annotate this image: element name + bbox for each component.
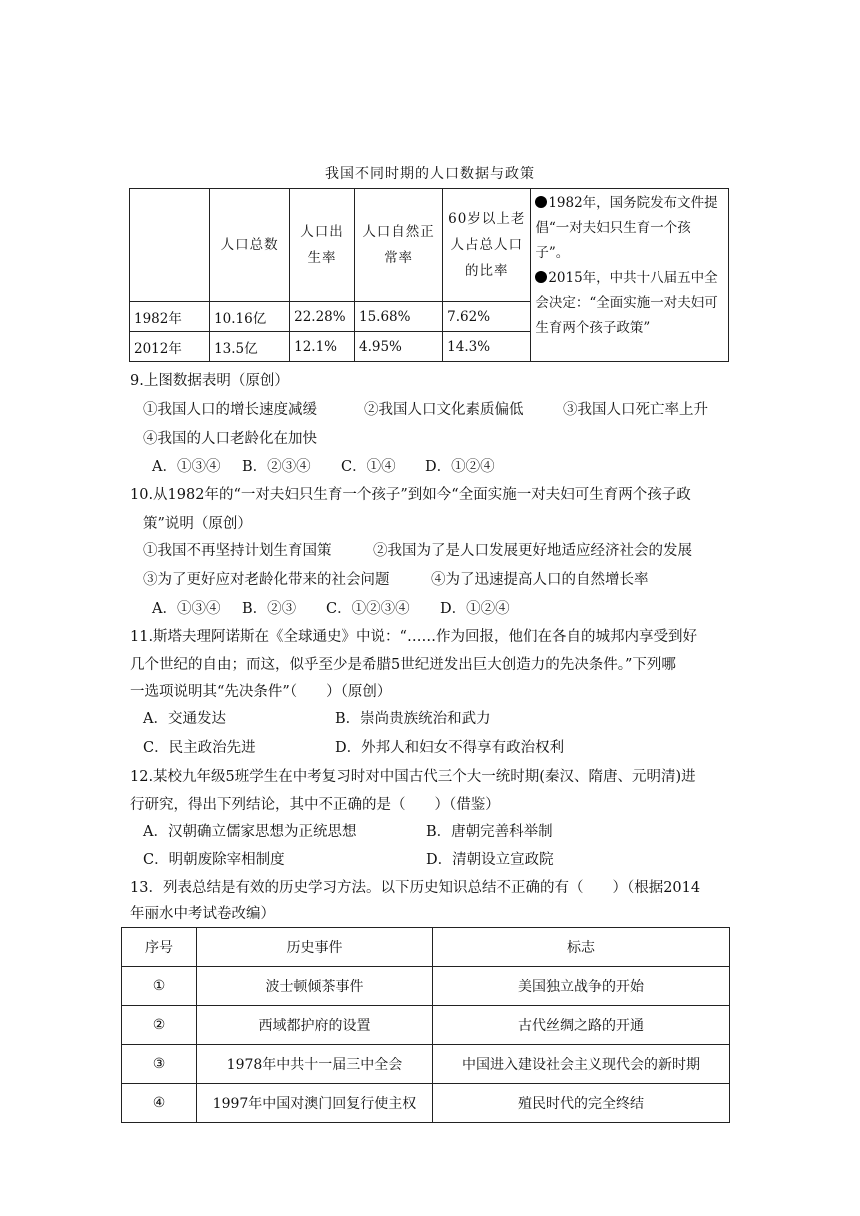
q9-statement-4: ④我国的人口老龄化在加快 [143,431,317,447]
header-cell: 人口出生率 [290,189,355,302]
policy-text: 1982年，国务院发布文件提倡“一对夫妇只生育一个孩子”。 [535,195,718,261]
header-cell: 人口总数 [210,189,290,302]
q10-statement-2: ②我国为了是人口发展更好地适应经济社会的发展 [373,543,692,559]
q10-option-row [143,537,733,566]
table-cell: 1997年中国对澳门回复行使主权 [197,1084,433,1123]
header-cell [130,189,210,302]
bullet-icon [535,196,547,208]
table-cell: ② [122,1006,197,1045]
table-cell: 15.68% [354,302,442,332]
table-cell: 波士顿倾茶事件 [197,967,433,1006]
history-table [121,927,730,1123]
q12-choices-row2 [143,846,733,875]
q9-choice-d[interactable]: D．①②④ [425,459,495,475]
table-cell: ③ [122,1045,197,1084]
question-11-stem-line3: 一选项说明其“先决条件”（ ）（原创） [130,684,392,700]
table-row [122,1045,730,1084]
table-cell: 13.5亿 [210,332,290,362]
header-cell: 标志 [433,928,730,967]
q12-choice-c[interactable]: C．明朝废除宰相制度 [143,852,285,868]
table-cell: 殖民时代的完全终结 [433,1084,730,1123]
question-13-stem-line1: 13．列表总结是有效的历史学习方法。以下历史知识总结不正确的有（ ）（根据2014 [130,880,701,896]
q11-choice-d[interactable]: D．外邦人和妇女不得享有政治权利 [335,740,565,756]
bullet-icon [535,271,547,283]
q10-choice-c[interactable]: C．①②③④ [326,601,410,617]
q9-statement-1: ①我国人口的增长速度减缓 [143,402,317,418]
q9-choices [152,453,552,482]
table-cell: 22.28% [290,302,355,332]
q10-choice-b[interactable]: B．②③ [242,601,297,617]
table-cell: 12.1% [290,332,355,362]
header-cell: 序号 [122,928,197,967]
table-cell: 10.16亿 [210,302,290,332]
q11-choice-b[interactable]: B．崇尚贵族统治和武力 [335,711,491,727]
question-13-stem-line2: 年丽水中考试卷改编） [130,906,275,922]
q9-option-row [143,396,733,425]
q11-choices-row2 [143,734,733,763]
header-cell: 历史事件 [197,928,433,967]
question-12-stem-line2: 行研究，得出下列结论，其中不正确的是（ ）（借鉴） [130,797,500,813]
q10-choices [152,595,552,624]
table-cell: 中国进入建设社会主义现代会的新时期 [433,1045,730,1084]
table-cell: 1982年 [130,302,210,332]
q12-choice-b[interactable]: B．唐朝完善科举制 [426,824,553,840]
table-cell: 4.95% [354,332,442,362]
q10-choice-a[interactable]: A．①③④ [152,601,221,617]
table-row [122,1084,730,1123]
q10-statement-3: ③为了更好应对老龄化带来的社会问题 [143,572,390,588]
table-cell: 西域都护府的设置 [197,1006,433,1045]
q11-choices-row1 [143,705,733,734]
population-table [129,188,729,362]
table-row [122,1006,730,1045]
table-cell: 2012年 [130,332,210,362]
q10-statement-1: ①我国不再坚持计划生育国策 [143,543,332,559]
q12-choices-row1 [143,818,733,847]
q12-choice-d[interactable]: D．清朝设立宣政院 [426,852,554,868]
header-cell: 60岁以上老人占总人口的比率 [443,189,531,302]
table-cell: 美国独立战争的开始 [433,967,730,1006]
question-10-stem-line1: 10.从1982年的“一对夫妇只生育一个孩子”到如今“全面实施一对夫妇可生育两个孩子政 [130,487,691,503]
q9-choice-c[interactable]: C．①④ [341,459,396,475]
q10-option-row [143,566,733,595]
table-cell: ④ [122,1084,197,1123]
q10-statement-4: ④为了迅速提高人口的自然增长率 [431,572,649,588]
q9-statement-3: ③我国人口死亡率上升 [563,402,708,418]
q10-choice-d[interactable]: D．①②④ [440,601,510,617]
question-12-stem-line1: 12.某校九年级5班学生在中考复习时对中国古代三个大一统时期(秦汉、隋唐、元明清)进 [130,769,696,785]
q11-choice-c[interactable]: C．民主政治先进 [143,740,256,756]
table-cell: 7.62% [443,302,531,332]
q9-choice-a[interactable]: A．①③④ [152,459,221,475]
q9-statement-2: ②我国人口文化素质偏低 [364,402,524,418]
question-11-stem-line2: 几个世纪的自由；而这，似乎至少是希腊5世纪迸发出巨大创造力的先决条件。”下列哪 [130,657,676,673]
table-cell: 1978年中共十一届三中全会 [197,1045,433,1084]
question-9-stem: 9.上图数据表明（原创） [130,373,289,389]
q12-choice-a[interactable]: A．汉朝确立儒家思想为正统思想 [143,824,357,840]
q9-choice-b[interactable]: B．②③④ [242,459,311,475]
table1-title: 我国不同时期的人口数据与政策 [325,166,535,182]
header-cell: 人口自然正常率 [354,189,442,302]
table-cell: ① [122,967,197,1006]
question-10-stem-line2: 策”说明（原创） [143,516,252,532]
q11-choice-a[interactable]: A．交通发达 [143,711,226,727]
table-row [122,967,730,1006]
table-cell: 14.3% [443,332,531,362]
policy-item [535,191,724,266]
table-header-row [130,189,729,302]
policy-cell [531,189,729,362]
policy-text: 2015年，中共十八届五中全会决定：“全面实施一对夫妇可生育两个孩子政策” [535,270,718,336]
table-header-row [122,928,730,967]
table-cell: 古代丝绸之路的开通 [433,1006,730,1045]
policy-item [535,266,724,341]
question-11-stem-line1: 11.斯塔夫理阿诺斯在《全球通史》中说：“……作为回报，他们在各自的城邦内享受到好 [130,629,697,645]
